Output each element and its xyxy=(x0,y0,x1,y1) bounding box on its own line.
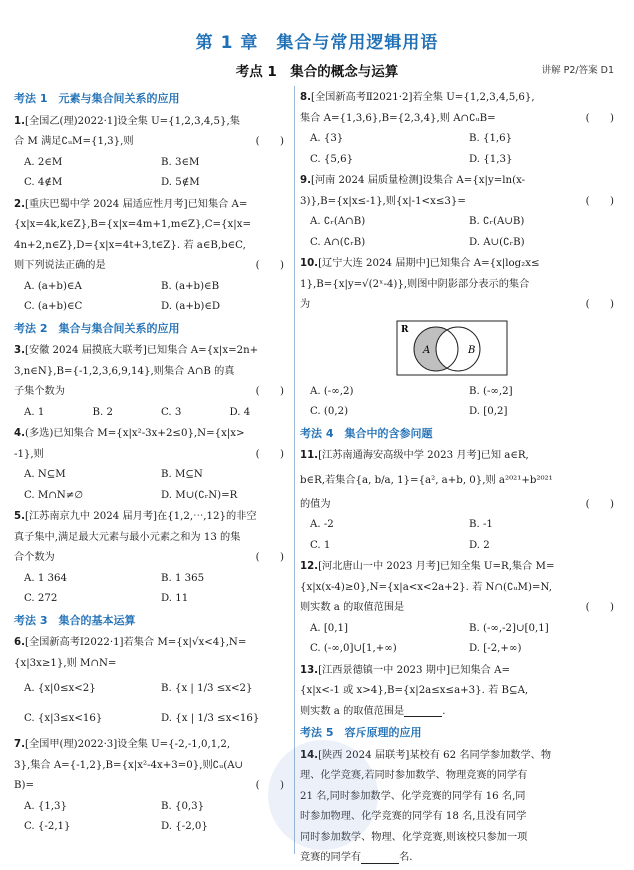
option-b: B. ∁ᵣ(A∪B) xyxy=(469,216,525,227)
option-d: D. 2 xyxy=(469,539,490,551)
answer-bracket: ( ) xyxy=(585,195,614,207)
option-d: D. A∪(∁ᵣB) xyxy=(469,236,525,248)
answer-blank[interactable] xyxy=(404,704,442,717)
question-text: 21 名,同时参加数学、化学竞赛的同学有 16 名,同 xyxy=(300,790,526,802)
question-text: 合 M 满足∁ᵤM={1,3},则 xyxy=(14,136,134,147)
question-number: 12. xyxy=(300,561,319,572)
option-c: C. M∩N≠∅ xyxy=(24,489,84,501)
question-text: [江西景德镇一中 2023 期中]已知集合 A= xyxy=(318,664,510,676)
question-text: [江苏南京九中 2024 届月考]在{1,2,⋯,12}的非空 xyxy=(24,511,257,522)
question-text: 名. xyxy=(399,852,413,863)
question-text: 子集个数为 xyxy=(14,386,65,397)
question-number: 2. xyxy=(14,198,25,210)
question-text: 则实数 a 的取值范围是 xyxy=(300,705,405,717)
option-c: C. (0,2) xyxy=(310,406,349,417)
venn-label-r: R xyxy=(401,324,409,335)
question-4 xyxy=(14,424,288,506)
answer-bracket: ( ) xyxy=(255,136,284,147)
option-d: D. {-2,0} xyxy=(161,821,208,832)
question-text: 同时参加数学、物理、化学竞赛,则该校只参加一项 xyxy=(300,831,528,843)
chapter-title: 第 1 章 集合与常用逻辑用语 xyxy=(195,33,439,53)
question-text: 竞赛的同学有 xyxy=(300,852,362,863)
venn-label-b: B xyxy=(468,344,476,356)
option-c: C. {x|3≤x<16} xyxy=(24,713,103,724)
watermark-seal xyxy=(268,740,378,850)
question-6 xyxy=(14,633,288,734)
question-number: 11. xyxy=(300,450,319,461)
question-text: {x|3x≥1},则 M∩N= xyxy=(14,657,117,669)
question-text: [全国乙(理)2022·1]设全集 U={1,2,3,4,5},集 xyxy=(24,115,240,127)
answer-bracket: ( ) xyxy=(255,260,284,271)
question-text: [安徽 2024 届摸底大联考]已知集合 A={x|x=2n+ xyxy=(24,345,259,356)
question-text: (多选)已知集合 M={x|x²-3x+2≤0},N={x|x> xyxy=(24,428,245,439)
option-c: C. A∩(∁ᵣB) xyxy=(310,236,366,248)
question-text: B)= xyxy=(14,780,34,791)
section-title-3: 考法 3 集合的基本运算 xyxy=(14,613,136,627)
question-text: 理、化学竞赛,若同时参加数学、物理竞赛的同学有 xyxy=(300,770,528,781)
option-b: B. (-∞,2] xyxy=(469,385,513,397)
option-b: B. {0,3} xyxy=(161,800,205,812)
question-7 xyxy=(14,735,288,838)
question-2 xyxy=(14,195,288,318)
question-text: 3,n∈N},B={-1,2,3,6,9,14},则集合 A∩B 的真 xyxy=(14,365,235,377)
option-d: D. [0,2] xyxy=(469,406,508,417)
answer-bracket: ( ) xyxy=(585,498,614,510)
option-c: C. 3 xyxy=(161,406,182,418)
point-title: 考点 1 集合的概念与运算 xyxy=(235,64,399,80)
question-number: 4. xyxy=(14,428,25,439)
option-a: A. {3} xyxy=(310,133,344,144)
answer-bracket: ( ) xyxy=(255,386,284,397)
question-text: 的值为 xyxy=(300,498,331,510)
question-1 xyxy=(14,112,288,194)
option-a: A. {1,3} xyxy=(24,800,67,812)
option-c: C. {-2,1} xyxy=(24,821,71,832)
question-number: 10. xyxy=(300,258,319,269)
option-c: C. (-∞,0]∪[1,+∞) xyxy=(310,643,397,654)
question-text: 则实数 a 的取值范围是 xyxy=(300,602,405,613)
question-number: 7. xyxy=(14,739,25,750)
question-text: 3},集合 A={-1,2},B={x|x²-4x+3=0},则∁ᵤ(A∪ xyxy=(14,759,244,771)
option-c: C. 272 xyxy=(24,593,58,604)
question-number: 1. xyxy=(14,115,25,127)
section-title-2: 考法 2 集合与集合间关系的应用 xyxy=(14,321,180,335)
option-a: A. {x|0≤x<2} xyxy=(24,683,96,694)
option-b: B. {1,6} xyxy=(469,133,513,144)
option-a: A. N⊆M xyxy=(24,469,66,480)
question-text: [全国甲(理)2022·3]设全集 U={-2,-1,0,1,2, xyxy=(24,739,231,750)
question-text: [全国新高考Ⅰ2022·1]若集合 M={x|√x<4},N= xyxy=(24,637,247,648)
question-text: 合个数为 xyxy=(14,552,55,563)
option-c: C. 4∉M xyxy=(24,177,63,188)
option-b: B. 2 xyxy=(92,406,113,418)
question-text: [江苏南通海安高级中学 2023 月考]已知 a∈R, xyxy=(318,450,529,461)
answer-reference: 讲解 P2/答案 D1 xyxy=(541,65,614,76)
question-number: 9. xyxy=(300,175,311,186)
section-title-1: 考法 1 元素与集合间关系的应用 xyxy=(14,92,180,105)
option-a: A. (a+b)∈A xyxy=(24,280,82,292)
question-text: {x|x(x-4)≥0},N={x|a<x<2a+2}. 若 N∩(∁ᵤM)=N, xyxy=(300,581,552,593)
question-text: . xyxy=(442,705,446,717)
question-12 xyxy=(300,557,618,660)
option-d: D. {1,3} xyxy=(469,153,513,165)
question-text: {x|x<-1 或 x>4},B={x|2a≤x≤a+3}. 若 B⊆A, xyxy=(300,685,529,696)
question-text: [陕西 2024 届联考]某校有 62 名同学参加数学、物 xyxy=(318,749,552,761)
question-text: 时参加物理、化学竞赛的同学有 18 名,且没有同学 xyxy=(300,811,527,822)
answer-bracket: ( ) xyxy=(255,780,284,791)
question-number: 5. xyxy=(14,511,25,522)
question-number: 3. xyxy=(14,345,25,356)
question-text: 真子集中,满足最大元素与最小元素之和为 13 的集 xyxy=(14,531,241,543)
section-title-5: 考法 5 容斥原理的应用 xyxy=(300,726,422,739)
question-number: 13. xyxy=(300,664,319,676)
answer-bracket: ( ) xyxy=(585,299,614,310)
question-text: 为 xyxy=(300,299,311,310)
option-d: D. 5∉M xyxy=(161,177,200,188)
option-a: A. (-∞,2) xyxy=(310,385,354,397)
question-text: [河南 2024 届质量检测]设集合 A={x|y=ln(x- xyxy=(310,175,526,186)
question-5 xyxy=(14,507,288,610)
option-b: B. (-∞,-2]∪[0,1] xyxy=(469,622,549,634)
section-title-4: 考法 4 集合中的含参问题 xyxy=(300,426,433,440)
option-c: C. {5,6} xyxy=(310,153,354,165)
answer-bracket: ( ) xyxy=(255,448,284,460)
option-d: D. [-2,+∞) xyxy=(469,643,522,654)
question-text: 则下列说法正确的是 xyxy=(14,260,106,271)
left-column xyxy=(14,88,288,839)
option-a: A. 1 xyxy=(24,406,45,418)
option-d: D. 4 xyxy=(229,406,251,418)
question-10 xyxy=(300,254,618,423)
option-a: A. ∁ᵣ(A∩B) xyxy=(310,216,366,227)
venn-label-a: A xyxy=(423,344,431,356)
option-b: B. 3∈M xyxy=(161,156,200,168)
question-9 xyxy=(300,171,618,253)
question-text: {x|x=4k,k∈Z},B={x|x=4m+1,m∈Z},C={x|x= xyxy=(14,219,251,230)
option-a: A. 2∈M xyxy=(24,156,63,168)
question-text: 1},B={x|y=√(2ˣ-4)},则图中阴影部分表示的集合 xyxy=(300,278,530,290)
question-number: 6. xyxy=(14,637,25,648)
option-d: D. 11 xyxy=(161,593,189,604)
question-number: 8. xyxy=(300,92,311,103)
question-3 xyxy=(14,341,288,423)
question-text: [全国新高考Ⅱ2021·2]若全集 U={1,2,3,4,5,6}, xyxy=(310,92,535,103)
option-c: C. (a+b)∈C xyxy=(24,301,83,312)
question-text: b∈R,若集合{a, b/a, 1}={a², a+b, 0},则 a²⁰²¹+b²⁰²¹ xyxy=(300,474,553,486)
venn-diagram xyxy=(396,320,508,376)
option-a: A. [0,1] xyxy=(310,622,348,634)
option-a: A. -2 xyxy=(310,519,334,530)
answer-bracket: ( ) xyxy=(585,602,614,613)
question-text: 3)},B={x|x≤-1},则{x|-1<x≤3}= xyxy=(300,195,466,207)
option-d: D. {x | 1/3 ≤x<16} xyxy=(161,713,260,724)
option-b: B. (a+b)∈B xyxy=(161,280,220,292)
option-d: D. (a+b)∈D xyxy=(161,301,221,312)
question-number: 14. xyxy=(300,749,319,761)
answer-bracket: ( ) xyxy=(585,112,614,124)
question-text: 集合 A={1,3,6},B={2,3,4},则 A∩∁ᵤB= xyxy=(300,112,496,124)
option-b: B. M⊆N xyxy=(161,469,203,480)
answer-bracket: ( ) xyxy=(255,552,284,563)
question-text: [重庆巴蜀中学 2024 届适应性月考]已知集合 A= xyxy=(24,198,248,210)
option-d: D. M∪(∁ᵣN)=R xyxy=(161,489,238,501)
option-a: A. 1 364 xyxy=(24,572,67,584)
option-c: C. 1 xyxy=(310,539,331,551)
question-text: [河北唐山一中 2023 月考]已知全集 U=R,集合 M= xyxy=(318,561,555,572)
question-11 xyxy=(300,446,618,556)
answer-blank[interactable] xyxy=(361,851,399,864)
column-divider xyxy=(294,86,295,854)
question-text: [辽宁大连 2024 届期中]已知集合 A={x|log₂x≤ xyxy=(318,258,540,269)
option-b: B. -1 xyxy=(469,519,493,530)
question-8 xyxy=(300,88,618,170)
question-text: -1},则 xyxy=(14,448,44,460)
option-b: B. {x | 1/3 ≤x<2} xyxy=(161,683,253,694)
option-b: B. 1 365 xyxy=(161,572,205,584)
question-text: 4n+2,n∈Z},D={x|x=4t+3,t∈Z}. 若 a∈B,b∈C, xyxy=(14,239,246,251)
question-13 xyxy=(300,661,618,723)
